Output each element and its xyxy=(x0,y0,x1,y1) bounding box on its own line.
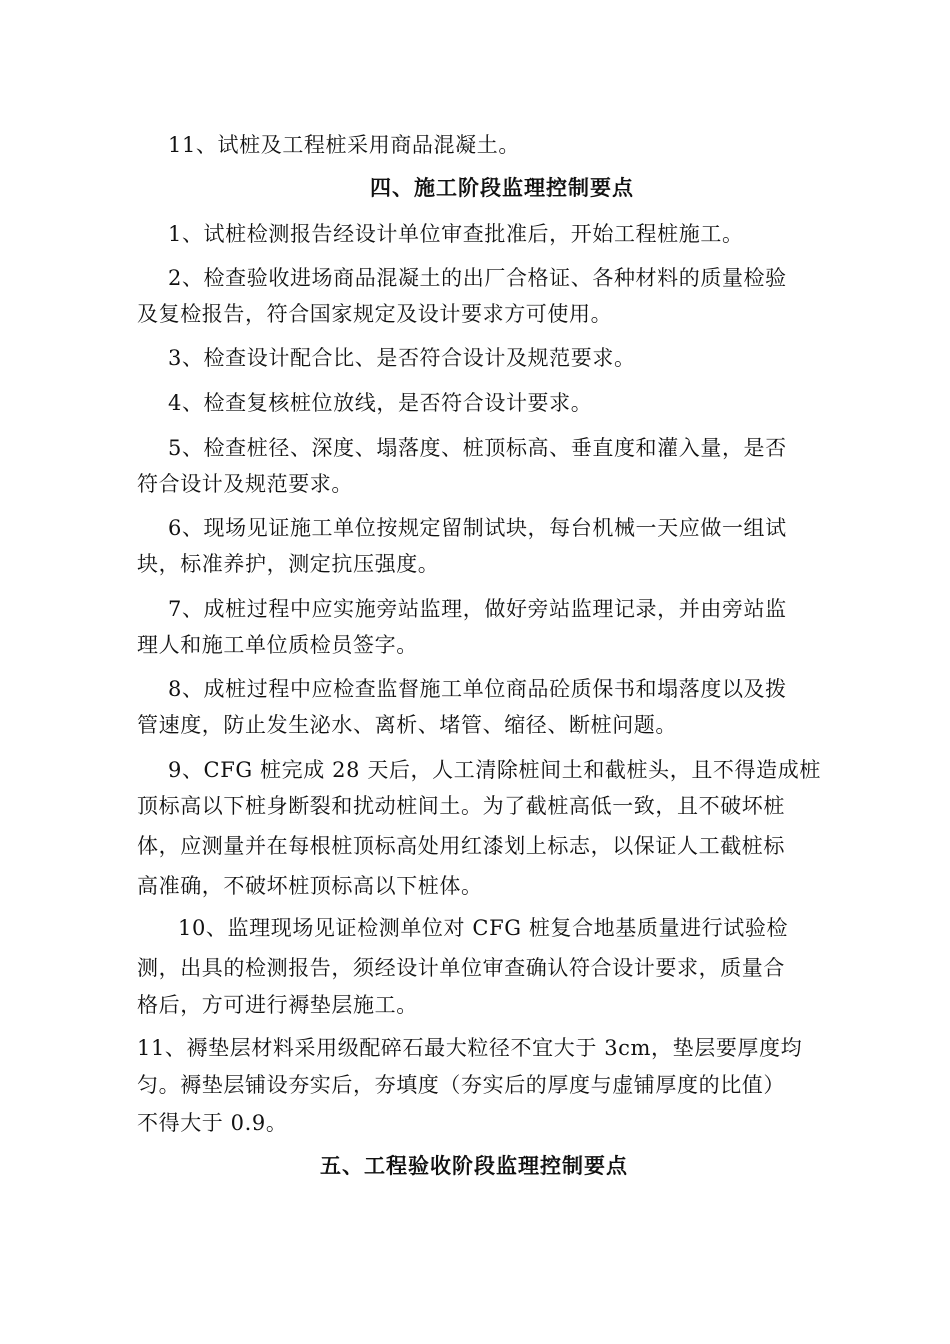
text-line: 及复检报告，符合国家规定及设计要求方可使用。 xyxy=(137,302,613,326)
text-line: 格后，方可进行褥垫层施工。 xyxy=(137,993,418,1017)
text-line: 不得大于 0.9。 xyxy=(137,1111,288,1135)
text-line: 体，应测量并在每根桩顶标高处用红漆划上标志，以保证人工截桩标 xyxy=(137,834,785,858)
text-line: 3、检查设计配合比、是否符合设计及规范要求。 xyxy=(168,346,636,370)
text-line: 匀。褥垫层铺设夯实后，夯填度（夯实后的厚度与虚铺厚度的比值） xyxy=(137,1073,785,1097)
text-line: 5、检查桩径、深度、塌落度、桩顶标高、垂直度和灌入量，是否 xyxy=(168,436,787,460)
text-line: 理人和施工单位质检员签字。 xyxy=(137,633,418,657)
text-line: 7、成桩过程中应实施旁站监理，做好旁站监理记录，并由旁站监 xyxy=(168,597,787,621)
text-line: 测，出具的检测报告，须经设计单位审查确认符合设计要求，质量合 xyxy=(137,956,785,980)
text-line: 10、监理现场见证检测单位对 CFG 桩复合地基质量进行试验检 xyxy=(178,916,789,940)
text-line: 4、检查复核桩位放线，是否符合设计要求。 xyxy=(168,391,593,415)
text-line: 9、CFG 桩完成 28 天后，人工清除桩间土和截桩头，且不得造成桩 xyxy=(168,758,821,782)
text-line: 块，标准养护，测定抗压强度。 xyxy=(137,552,440,576)
text-line: 11、褥垫层材料采用级配碎石最大粒径不宜大于 3cm，垫层要厚度均 xyxy=(137,1036,803,1060)
text-line: 2、检查验收进场商品混凝土的出厂合格证、各种材料的质量检验 xyxy=(168,266,787,290)
section-heading: 五、工程验收阶段监理控制要点 xyxy=(320,1153,628,1178)
text-line: 顶标高以下桩身断裂和扰动桩间土。为了截桩高低一致，且不破坏桩 xyxy=(137,794,785,818)
text-line: 1、试桩检测报告经设计单位审查批准后，开始工程桩施工。 xyxy=(168,222,744,246)
text-line: 高准确，不破坏桩顶标高以下桩体。 xyxy=(137,874,483,898)
text-line: 管速度，防止发生泌水、离析、堵管、缩径、断桩问题。 xyxy=(137,713,677,737)
text-line: 符合设计及规范要求。 xyxy=(137,472,353,496)
text-line: 8、成桩过程中应检查监督施工单位商品砼质保书和塌落度以及拨 xyxy=(168,677,787,701)
text-line: 6、现场见证施工单位按规定留制试块，每台机械一天应做一组试 xyxy=(168,516,787,540)
section-heading: 四、施工阶段监理控制要点 xyxy=(370,175,634,200)
text-line: 11、试桩及工程桩采用商品混凝土。 xyxy=(168,133,520,157)
